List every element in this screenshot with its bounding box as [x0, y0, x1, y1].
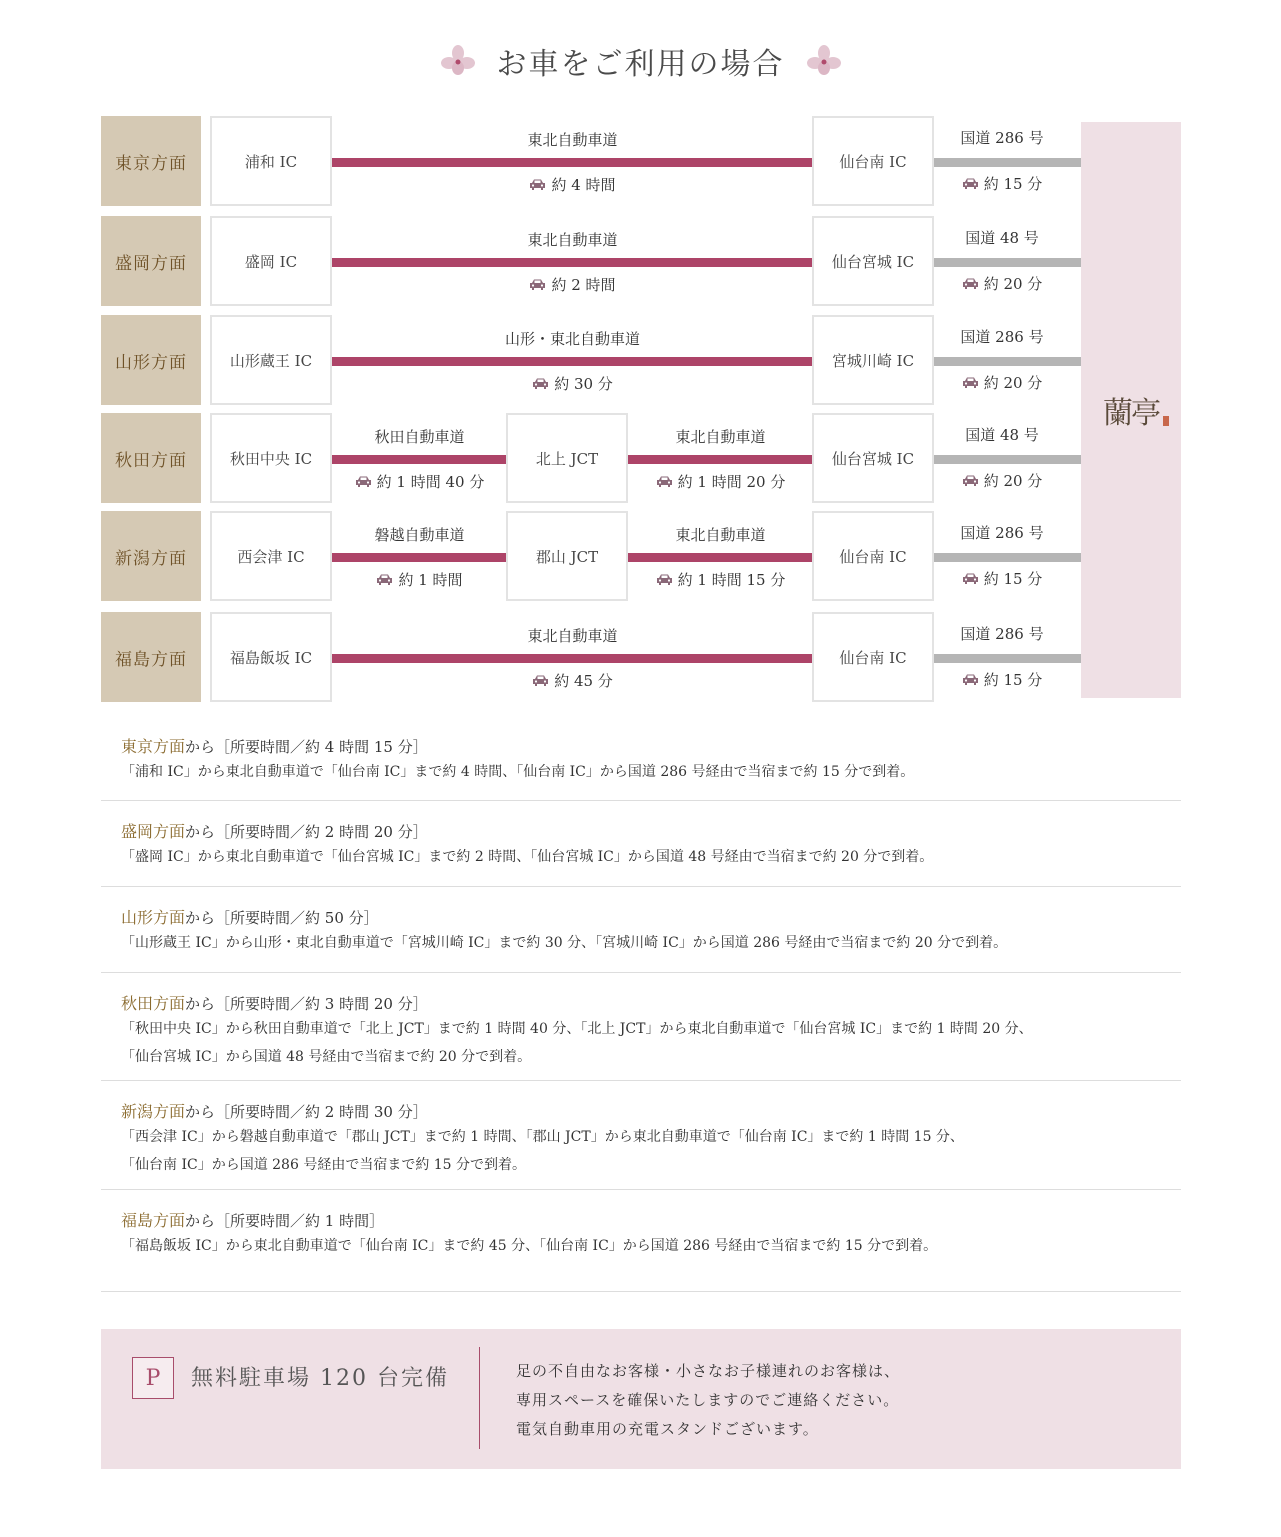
route-row [101, 511, 1081, 601]
car-icon [355, 475, 372, 488]
region-name: 福島方面 [121, 1211, 186, 1230]
travel-time [934, 172, 1070, 194]
ryokan-logo-text: 蘭亭 [1103, 396, 1159, 431]
highway-name: 秋田自動車道 [374, 427, 465, 446]
route-description-heading [121, 1101, 1181, 1123]
travel-time [332, 568, 507, 590]
travel-time [332, 470, 507, 492]
car-icon [529, 178, 546, 191]
page-title: お車をご利用の場合 [496, 47, 785, 82]
car-icon [962, 177, 979, 190]
travel-time-text: 約 1 時間 15 分 [677, 570, 786, 589]
start-interchange: 秋田中央 IC [210, 413, 332, 503]
ryokan-destination [1081, 122, 1181, 698]
national-road-line [934, 158, 1081, 167]
route-description-text: 「福島飯坂 IC」から東北自動車道で「仙台南 IC」まで約 45 分、「仙台南 IC」から国道 286 号経由で当宿まで約 15 分で到着。 [121, 1238, 938, 1254]
travel-time-text: 約 15 分 [983, 174, 1043, 193]
national-road-line [934, 553, 1081, 562]
region-label: 新潟方面 [101, 511, 201, 601]
parking-divider [479, 1347, 480, 1449]
travel-time [332, 372, 813, 394]
route-description [101, 724, 1181, 801]
travel-time-text: 約 20 分 [983, 373, 1043, 392]
route-row [101, 315, 1081, 405]
travel-time-text: 約 45 分 [554, 671, 613, 690]
ryokan-logo [1103, 388, 1159, 432]
highway-line [628, 455, 813, 464]
required-time: から［所要時間／約 4 時間 15 分］ [185, 738, 428, 756]
highway-name: 東北自動車道 [527, 130, 618, 149]
travel-time-text: 約 1 時間 40 分 [376, 472, 485, 491]
car-icon [532, 674, 549, 687]
travel-time-text: 約 15 分 [983, 569, 1043, 588]
route-description-text: 「山形蔵王 IC」から山形・東北自動車道で「宮城川崎 IC」まで約 30 分、「宮城川崎 IC」から国道 286 号経由で当宿まで約 20 分で到着。 [121, 935, 1008, 951]
travel-time [332, 669, 813, 691]
junction: 北上 JCT [506, 413, 628, 503]
highway-name: 東北自動車道 [527, 230, 618, 249]
start-interchange: 盛岡 IC [210, 216, 332, 306]
highway-line [332, 553, 507, 562]
travel-time-text: 約 2 時間 [551, 275, 616, 294]
route-description-heading [121, 821, 1181, 843]
orchid-flower-icon [441, 44, 475, 78]
highway-name: 東北自動車道 [527, 626, 618, 645]
parking-icon: P [132, 1357, 174, 1399]
required-time: から［所要時間／約 50 分］ [185, 909, 379, 927]
national-road-name: 国道 286 号 [960, 624, 1044, 643]
end-interchange: 仙台宮城 IC [812, 413, 934, 503]
junction: 郡山 JCT [506, 511, 628, 601]
travel-time [934, 371, 1070, 393]
route-description-text: 「西会津 IC」から磐越自動車道で「郡山 JCT」まで約 1 時間、「郡山 JCT」から東北自動車道で「仙台南 IC」まで約 1 時間 15 分、 [121, 1129, 964, 1145]
region-name: 東京方面 [121, 737, 186, 756]
travel-time [934, 668, 1070, 690]
car-icon [656, 475, 673, 488]
route-diagram [101, 116, 1181, 706]
highway-name: 磐越自動車道 [374, 525, 465, 544]
highway-name: 山形・東北自動車道 [504, 329, 640, 348]
car-icon [656, 573, 673, 586]
travel-time-text: 約 4 時間 [551, 175, 616, 194]
end-interchange: 仙台南 IC [812, 511, 934, 601]
travel-time [934, 469, 1070, 491]
route-description [101, 801, 1181, 887]
start-interchange: 福島飯坂 IC [210, 612, 332, 702]
required-time: から［所要時間／約 2 時間 30 分］ [185, 1103, 428, 1121]
region-name: 山形方面 [121, 908, 186, 927]
national-road-name: 国道 286 号 [960, 128, 1044, 147]
car-icon [962, 277, 979, 290]
highway-name: 東北自動車道 [675, 525, 766, 544]
travel-time [628, 568, 813, 590]
highway-line [332, 455, 507, 464]
car-icon [529, 278, 546, 291]
highway-line [332, 158, 813, 167]
end-interchange: 仙台南 IC [812, 116, 934, 206]
travel-time-text: 約 20 分 [983, 274, 1043, 293]
route-description [101, 1081, 1181, 1190]
travel-time-text: 約 20 分 [983, 471, 1043, 490]
start-interchange: 山形蔵王 IC [210, 315, 332, 405]
travel-time-text: 約 1 時間 [398, 570, 463, 589]
start-interchange: 西会津 IC [210, 511, 332, 601]
highway-line [332, 357, 813, 366]
car-icon [962, 376, 979, 389]
region-label: 秋田方面 [101, 413, 201, 503]
region-label: 福島方面 [101, 612, 201, 702]
route-description-heading [121, 907, 1181, 929]
route-row [101, 216, 1081, 306]
region-label: 東京方面 [101, 116, 201, 206]
car-icon [962, 474, 979, 487]
travel-time-text: 約 1 時間 20 分 [677, 472, 786, 491]
section-title [0, 36, 1281, 86]
route-row [101, 116, 1081, 206]
car-icon [532, 377, 549, 390]
highway-name: 東北自動車道 [675, 427, 766, 446]
route-description [101, 1190, 1181, 1292]
route-description-text: 「仙台宮城 IC」から国道 48 号経由で当宿まで約 20 分で到着。 [121, 1049, 532, 1065]
required-time: から［所要時間／約 3 時間 20 分］ [185, 995, 428, 1013]
orchid-flower-icon [807, 44, 841, 78]
highway-line [628, 553, 813, 562]
parking-notes [516, 1357, 900, 1444]
car-icon [962, 673, 979, 686]
national-road-name: 国道 48 号 [965, 425, 1039, 444]
travel-time [628, 470, 813, 492]
start-interchange: 浦和 IC [210, 116, 332, 206]
end-interchange: 仙台宮城 IC [812, 216, 934, 306]
end-interchange: 宮城川崎 IC [812, 315, 934, 405]
travel-time-text: 約 15 分 [983, 670, 1043, 689]
route-description-heading [121, 736, 1181, 758]
route-description-text: 「盛岡 IC」から東北自動車道で「仙台宮城 IC」まで約 2 時間、「仙台宮城 IC」から国道 48 号経由で当宿まで約 20 分で到着。 [121, 849, 934, 865]
parking-note: 専用スペースを確保いたしますのでご連絡ください。 [516, 1391, 900, 1409]
route-description [101, 887, 1181, 973]
travel-time-text: 約 30 分 [554, 374, 613, 393]
travel-time [934, 567, 1070, 589]
national-road-line [934, 258, 1081, 267]
seal-stamp-icon [1163, 416, 1169, 426]
parking-info [101, 1329, 1181, 1469]
end-interchange: 仙台南 IC [812, 612, 934, 702]
travel-time [332, 273, 813, 295]
travel-time [934, 272, 1070, 294]
required-time: から［所要時間／約 1 時間］ [185, 1212, 385, 1230]
route-description [101, 973, 1181, 1081]
route-row [101, 612, 1081, 702]
parking-note: 足の不自由なお客様・小さなお子様連れのお客様は、 [516, 1362, 901, 1380]
route-description-list [101, 724, 1181, 1292]
region-label: 盛岡方面 [101, 216, 201, 306]
car-icon [376, 573, 393, 586]
national-road-name: 国道 286 号 [960, 523, 1044, 542]
region-name: 秋田方面 [121, 994, 186, 1013]
parking-title: 無料駐車場 120 台完備 [191, 1366, 449, 1391]
region-name: 盛岡方面 [121, 822, 186, 841]
route-description-heading [121, 1210, 1181, 1232]
region-name: 新潟方面 [121, 1102, 186, 1121]
route-description-text: 「仙台南 IC」から国道 286 号経由で当宿まで約 15 分で到着。 [121, 1157, 527, 1173]
travel-time [332, 173, 813, 195]
required-time: から［所要時間／約 2 時間 20 分］ [185, 823, 428, 841]
route-row [101, 413, 1081, 503]
route-description-heading [121, 993, 1181, 1015]
route-description-text: 「秋田中央 IC」から秋田自動車道で「北上 JCT」まで約 1 時間 40 分、「北上 JCT」から東北自動車道で「仙台宮城 IC」まで約 1 時間 20 分、 [121, 1021, 1033, 1037]
highway-line [332, 258, 813, 267]
national-road-line [934, 455, 1081, 464]
national-road-name: 国道 286 号 [960, 327, 1044, 346]
car-icon [962, 572, 979, 585]
national-road-line [934, 654, 1081, 663]
national-road-name: 国道 48 号 [965, 228, 1039, 247]
national-road-line [934, 357, 1081, 366]
route-description-text: 「浦和 IC」から東北自動車道で「仙台南 IC」まで約 4 時間、「仙台南 IC」から国道 286 号経由で当宿まで約 15 分で到着。 [121, 764, 915, 780]
parking-note: 電気自動車用の充電スタンドございます。 [516, 1420, 819, 1438]
highway-line [332, 654, 813, 663]
region-label: 山形方面 [101, 315, 201, 405]
